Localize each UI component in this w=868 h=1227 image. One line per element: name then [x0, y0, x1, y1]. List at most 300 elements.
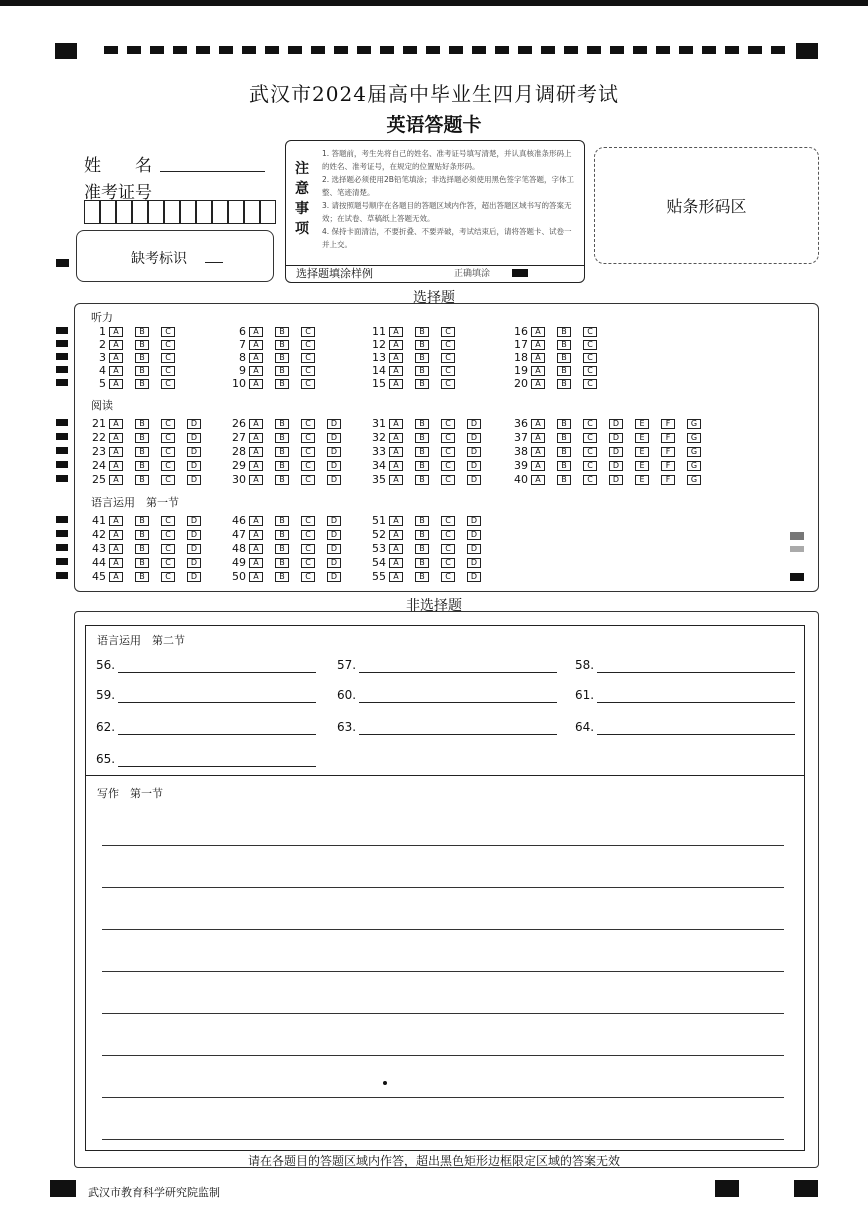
option-c-bubble[interactable]: C — [301, 558, 315, 568]
option-a-bubble[interactable]: A — [249, 366, 263, 376]
question-21 — [86, 418, 213, 430]
option-a-bubble[interactable]: A — [249, 461, 263, 471]
question-29 — [226, 460, 353, 472]
option-c-bubble[interactable]: C — [161, 475, 175, 485]
blank-answer-line[interactable] — [597, 734, 795, 735]
timing-mark — [265, 46, 279, 54]
option-d-bubble[interactable]: D — [187, 558, 201, 568]
option-b-bubble[interactable]: B — [135, 544, 149, 554]
option-b-bubble[interactable]: B — [275, 475, 289, 485]
option-a-bubble[interactable]: A — [109, 366, 123, 376]
option-c-bubble[interactable]: C — [161, 530, 175, 540]
option-e-bubble[interactable]: E — [635, 447, 649, 457]
option-a-bubble[interactable]: A — [109, 419, 123, 429]
option-b-bubble[interactable]: B — [275, 340, 289, 350]
option-b-bubble[interactable]: B — [135, 340, 149, 350]
question-number: 32 — [372, 431, 386, 444]
option-b-bubble[interactable]: B — [415, 419, 429, 429]
option-c-bubble[interactable]: C — [441, 433, 455, 443]
id-digit-box[interactable] — [84, 200, 100, 224]
option-b-bubble[interactable]: B — [135, 379, 149, 389]
option-b-bubble[interactable]: B — [557, 447, 571, 457]
option-d-bubble[interactable]: D — [327, 516, 341, 526]
option-b-bubble[interactable]: B — [135, 433, 149, 443]
option-b-bubble[interactable]: B — [557, 379, 571, 389]
notice-item: 2. 选择题必须使用2B铅笔填涂；非选择题必须使用黑色签字笔答题，字体工整、笔迹清楚。 — [322, 175, 574, 197]
option-c-bubble[interactable]: C — [161, 544, 175, 554]
option-b-bubble[interactable]: B — [135, 516, 149, 526]
option-a-bubble[interactable]: A — [531, 379, 545, 389]
option-a-bubble[interactable]: A — [389, 327, 403, 337]
option-g-bubble[interactable]: G — [687, 461, 701, 471]
id-digit-box[interactable] — [132, 200, 148, 224]
option-c-bubble[interactable]: C — [301, 516, 315, 526]
option-b-bubble[interactable]: B — [275, 558, 289, 568]
option-b-bubble[interactable]: B — [135, 419, 149, 429]
option-a-bubble[interactable]: A — [109, 327, 123, 337]
option-d-bubble[interactable]: D — [187, 516, 201, 526]
id-digit-box[interactable] — [180, 200, 196, 224]
option-b-bubble[interactable]: B — [415, 327, 429, 337]
id-digit-box[interactable] — [244, 200, 260, 224]
option-a-bubble[interactable]: A — [531, 433, 545, 443]
option-c-bubble[interactable]: C — [583, 419, 597, 429]
option-g-bubble[interactable]: G — [687, 433, 701, 443]
option-a-bubble[interactable]: A — [531, 327, 545, 337]
option-a-bubble[interactable]: A — [389, 419, 403, 429]
option-a-bubble[interactable]: A — [109, 340, 123, 350]
option-d-bubble[interactable]: D — [467, 516, 481, 526]
option-c-bubble[interactable]: C — [441, 516, 455, 526]
option-a-bubble[interactable]: A — [249, 433, 263, 443]
option-a-bubble[interactable]: A — [389, 447, 403, 457]
option-c-bubble[interactable]: C — [301, 433, 315, 443]
option-c-bubble[interactable]: C — [441, 572, 455, 582]
option-c-bubble[interactable]: C — [161, 572, 175, 582]
question-number: 36 — [514, 417, 528, 430]
timing-mark — [403, 46, 417, 54]
option-c-bubble[interactable]: C — [161, 558, 175, 568]
option-b-bubble[interactable]: B — [557, 433, 571, 443]
option-c-bubble[interactable]: C — [161, 366, 175, 376]
option-b-bubble[interactable]: B — [135, 475, 149, 485]
option-d-bubble[interactable]: D — [187, 475, 201, 485]
option-c-bubble[interactable]: C — [161, 433, 175, 443]
question-4 — [86, 365, 187, 377]
option-a-bubble[interactable]: A — [389, 366, 403, 376]
option-a-bubble[interactable]: A — [531, 475, 545, 485]
option-c-bubble[interactable]: C — [583, 366, 597, 376]
option-b-bubble[interactable]: B — [135, 353, 149, 363]
option-d-bubble[interactable]: D — [467, 433, 481, 443]
question-number: 23 — [92, 445, 106, 458]
question-number: 44 — [92, 556, 106, 569]
option-a-bubble[interactable]: A — [389, 516, 403, 526]
option-d-bubble[interactable]: D — [327, 530, 341, 540]
timing-mark — [610, 46, 624, 54]
side-timing-mark — [56, 327, 68, 334]
option-c-bubble[interactable]: C — [583, 461, 597, 471]
option-a-bubble[interactable]: A — [249, 379, 263, 389]
option-a-bubble[interactable]: A — [389, 572, 403, 582]
option-a-bubble[interactable]: A — [249, 419, 263, 429]
question-52 — [366, 529, 493, 541]
corner-mark-bottom-left — [50, 1180, 76, 1197]
option-c-bubble[interactable]: C — [441, 353, 455, 363]
option-a-bubble[interactable]: A — [109, 558, 123, 568]
id-digit-box[interactable] — [148, 200, 164, 224]
option-d-bubble[interactable]: D — [187, 433, 201, 443]
option-d-bubble[interactable]: D — [327, 461, 341, 471]
question-number: 51 — [372, 514, 386, 527]
option-a-bubble[interactable]: A — [249, 340, 263, 350]
option-c-bubble[interactable]: C — [441, 461, 455, 471]
option-e-bubble[interactable]: E — [635, 461, 649, 471]
question-50 — [226, 571, 353, 583]
option-d-bubble[interactable]: D — [467, 447, 481, 457]
option-d-bubble[interactable]: D — [467, 419, 481, 429]
question-number: 18 — [514, 351, 528, 364]
option-g-bubble[interactable]: G — [687, 475, 701, 485]
question-47 — [226, 529, 353, 541]
option-a-bubble[interactable]: A — [109, 433, 123, 443]
question-8 — [226, 352, 327, 364]
option-e-bubble[interactable]: E — [635, 433, 649, 443]
option-b-bubble[interactable]: B — [135, 530, 149, 540]
option-a-bubble[interactable]: A — [389, 340, 403, 350]
writing-line[interactable] — [102, 929, 784, 930]
option-a-bubble[interactable]: A — [109, 461, 123, 471]
option-c-bubble[interactable]: C — [301, 475, 315, 485]
option-c-bubble[interactable]: C — [441, 558, 455, 568]
option-d-bubble[interactable]: D — [609, 447, 623, 457]
option-d-bubble[interactable]: D — [187, 447, 201, 457]
blank-number: 58. — [575, 658, 595, 672]
option-d-bubble[interactable]: D — [467, 558, 481, 568]
blank-answer-line[interactable] — [359, 702, 557, 703]
option-c-bubble[interactable]: C — [301, 340, 315, 350]
option-c-bubble[interactable]: C — [583, 353, 597, 363]
option-b-bubble[interactable]: B — [415, 353, 429, 363]
option-c-bubble[interactable]: C — [161, 340, 175, 350]
writing-line[interactable] — [102, 1055, 784, 1056]
option-c-bubble[interactable]: C — [441, 447, 455, 457]
option-a-bubble[interactable]: A — [109, 544, 123, 554]
option-a-bubble[interactable]: A — [389, 544, 403, 554]
option-f-bubble[interactable]: F — [661, 419, 675, 429]
option-d-bubble[interactable]: D — [467, 475, 481, 485]
option-a-bubble[interactable]: A — [249, 516, 263, 526]
id-digit-box[interactable] — [212, 200, 228, 224]
question-48 — [226, 543, 353, 555]
option-b-bubble[interactable]: B — [557, 461, 571, 471]
option-c-bubble[interactable]: C — [441, 366, 455, 376]
option-c-bubble[interactable]: C — [301, 379, 315, 389]
option-c-bubble[interactable]: C — [583, 327, 597, 337]
question-number: 26 — [232, 417, 246, 430]
option-d-bubble[interactable]: D — [467, 544, 481, 554]
option-a-bubble[interactable]: A — [109, 572, 123, 582]
side-timing-mark — [56, 419, 68, 426]
corner-mark-bottom-right — [794, 1180, 818, 1197]
option-a-bubble[interactable]: A — [389, 475, 403, 485]
id-digit-box[interactable] — [116, 200, 132, 224]
option-a-bubble[interactable]: A — [249, 475, 263, 485]
option-c-bubble[interactable]: C — [161, 327, 175, 337]
option-a-bubble[interactable]: A — [531, 353, 545, 363]
notice-heading: 注 意 事 项 — [295, 161, 309, 237]
question-49 — [226, 557, 353, 569]
blank-answer-line[interactable] — [118, 702, 316, 703]
option-f-bubble[interactable]: F — [661, 461, 675, 471]
option-b-bubble[interactable]: B — [415, 340, 429, 350]
option-b-bubble[interactable]: B — [135, 327, 149, 337]
option-b-bubble[interactable]: B — [415, 558, 429, 568]
option-c-bubble[interactable]: C — [161, 419, 175, 429]
question-number: 40 — [514, 473, 528, 486]
option-b-bubble[interactable]: B — [275, 530, 289, 540]
id-digit-box[interactable] — [164, 200, 180, 224]
option-d-bubble[interactable]: D — [187, 461, 201, 471]
option-d-bubble[interactable]: D — [187, 572, 201, 582]
option-c-bubble[interactable]: C — [583, 433, 597, 443]
option-b-bubble[interactable]: B — [275, 366, 289, 376]
option-d-bubble[interactable]: D — [609, 419, 623, 429]
option-b-bubble[interactable]: B — [415, 516, 429, 526]
option-e-bubble[interactable]: E — [635, 419, 649, 429]
option-d-bubble[interactable]: D — [327, 447, 341, 457]
option-c-bubble[interactable]: C — [301, 461, 315, 471]
option-f-bubble[interactable]: F — [661, 475, 675, 485]
blank-answer-line[interactable] — [359, 672, 557, 673]
option-c-bubble[interactable]: C — [583, 340, 597, 350]
option-b-bubble[interactable]: B — [135, 447, 149, 457]
absent-label: 缺考标识 — [131, 251, 187, 267]
question-number: 11 — [372, 325, 386, 338]
question-number: 43 — [92, 542, 106, 555]
option-a-bubble[interactable]: A — [249, 353, 263, 363]
option-c-bubble[interactable]: C — [161, 516, 175, 526]
option-c-bubble[interactable]: C — [583, 379, 597, 389]
option-b-bubble[interactable]: B — [415, 530, 429, 540]
option-e-bubble[interactable]: E — [635, 475, 649, 485]
option-a-bubble[interactable]: A — [531, 447, 545, 457]
option-b-bubble[interactable]: B — [275, 447, 289, 457]
option-b-bubble[interactable]: B — [557, 419, 571, 429]
id-digit-box[interactable] — [260, 200, 276, 224]
option-c-bubble[interactable]: C — [441, 379, 455, 389]
writing-line[interactable] — [102, 1139, 784, 1140]
option-c-bubble[interactable]: C — [161, 379, 175, 389]
option-b-bubble[interactable]: B — [135, 461, 149, 471]
notice-item: 3. 请按照题号顺序在各题目的答题区域内作答，超出答题区域书写的答案无效；在试卷、草稿纸上答题无效。 — [322, 201, 572, 223]
option-b-bubble[interactable]: B — [557, 340, 571, 350]
option-b-bubble[interactable]: B — [135, 366, 149, 376]
option-b-bubble[interactable]: B — [275, 572, 289, 582]
option-c-bubble[interactable]: C — [301, 419, 315, 429]
option-g-bubble[interactable]: G — [687, 419, 701, 429]
option-c-bubble[interactable]: C — [441, 340, 455, 350]
option-a-bubble[interactable]: A — [389, 379, 403, 389]
option-d-bubble[interactable]: D — [327, 475, 341, 485]
option-c-bubble[interactable]: C — [301, 327, 315, 337]
question-41 — [86, 515, 213, 527]
question-number: 38 — [514, 445, 528, 458]
option-d-bubble[interactable]: D — [187, 419, 201, 429]
option-d-bubble[interactable]: D — [467, 572, 481, 582]
blank-answer-line[interactable] — [359, 734, 557, 735]
option-a-bubble[interactable]: A — [249, 530, 263, 540]
option-b-bubble[interactable]: B — [135, 558, 149, 568]
option-a-bubble[interactable]: A — [249, 544, 263, 554]
option-d-bubble[interactable]: D — [327, 419, 341, 429]
blank-number: 60. — [337, 688, 357, 702]
question-31 — [366, 418, 493, 430]
question-35 — [366, 474, 493, 486]
exam-title: 武汉市2024届高中毕业生四月调研考试 — [249, 82, 619, 106]
id-digit-box[interactable] — [196, 200, 212, 224]
option-a-bubble[interactable]: A — [109, 379, 123, 389]
question-7 — [226, 339, 327, 351]
option-b-bubble[interactable]: B — [275, 461, 289, 471]
option-a-bubble[interactable]: A — [249, 447, 263, 457]
option-a-bubble[interactable]: A — [389, 558, 403, 568]
option-b-bubble[interactable]: B — [415, 433, 429, 443]
option-a-bubble[interactable]: A — [389, 461, 403, 471]
question-36 — [508, 418, 713, 430]
name-field-line[interactable] — [160, 171, 265, 172]
option-a-bubble[interactable]: A — [249, 327, 263, 337]
option-a-bubble[interactable]: A — [249, 572, 263, 582]
question-number: 8 — [239, 351, 246, 364]
option-c-bubble[interactable]: C — [441, 544, 455, 554]
option-g-bubble[interactable]: G — [687, 447, 701, 457]
listening-label: 听力 — [91, 311, 113, 324]
blank-answer-line[interactable] — [597, 702, 795, 703]
option-b-bubble[interactable]: B — [275, 516, 289, 526]
writing-line[interactable] — [102, 887, 784, 888]
option-f-bubble[interactable]: F — [661, 447, 675, 457]
gray-mark-1 — [790, 532, 804, 540]
option-b-bubble[interactable]: B — [415, 379, 429, 389]
option-b-bubble[interactable]: B — [415, 461, 429, 471]
writing-line[interactable] — [102, 845, 784, 846]
option-d-bubble[interactable]: D — [327, 433, 341, 443]
blank-answer-line[interactable] — [118, 766, 316, 767]
option-d-bubble[interactable]: D — [327, 558, 341, 568]
option-d-bubble[interactable]: D — [609, 475, 623, 485]
blank-answer-line[interactable] — [118, 672, 316, 673]
option-a-bubble[interactable]: A — [109, 353, 123, 363]
option-c-bubble[interactable]: C — [441, 530, 455, 540]
option-d-bubble[interactable]: D — [467, 530, 481, 540]
option-d-bubble[interactable]: D — [327, 572, 341, 582]
option-c-bubble[interactable]: C — [301, 366, 315, 376]
question-number: 19 — [514, 364, 528, 377]
option-b-bubble[interactable]: B — [415, 366, 429, 376]
question-5 — [86, 378, 187, 390]
option-c-bubble[interactable]: C — [161, 353, 175, 363]
option-b-bubble[interactable]: B — [275, 379, 289, 389]
option-d-bubble[interactable]: D — [609, 433, 623, 443]
nonchoice-section-title: 非选择题 — [406, 598, 462, 614]
option-a-bubble[interactable]: A — [531, 340, 545, 350]
id-digit-box[interactable] — [228, 200, 244, 224]
option-c-bubble[interactable]: C — [583, 447, 597, 457]
question-number: 3 — [99, 351, 106, 364]
blank-answer-line[interactable] — [118, 734, 316, 735]
option-a-bubble[interactable]: A — [109, 530, 123, 540]
option-b-bubble[interactable]: B — [557, 353, 571, 363]
option-a-bubble[interactable]: A — [109, 475, 123, 485]
option-b-bubble[interactable]: B — [557, 327, 571, 337]
option-a-bubble[interactable]: A — [249, 558, 263, 568]
option-b-bubble[interactable]: B — [557, 475, 571, 485]
option-d-bubble[interactable]: D — [187, 544, 201, 554]
option-c-bubble[interactable]: C — [441, 419, 455, 429]
option-a-bubble[interactable]: A — [531, 366, 545, 376]
option-a-bubble[interactable]: A — [109, 447, 123, 457]
id-digit-box[interactable] — [100, 200, 116, 224]
option-c-bubble[interactable]: C — [161, 461, 175, 471]
option-f-bubble[interactable]: F — [661, 433, 675, 443]
blank-answer-line[interactable] — [597, 672, 795, 673]
option-c-bubble[interactable]: C — [161, 447, 175, 457]
option-a-bubble[interactable]: A — [389, 353, 403, 363]
option-b-bubble[interactable]: B — [275, 419, 289, 429]
option-c-bubble[interactable]: C — [301, 572, 315, 582]
writing-line[interactable] — [102, 1097, 784, 1098]
question-number: 7 — [239, 338, 246, 351]
option-d-bubble[interactable]: D — [187, 530, 201, 540]
option-a-bubble[interactable]: A — [109, 516, 123, 526]
question-6 — [226, 326, 327, 338]
option-c-bubble[interactable]: C — [301, 530, 315, 540]
option-a-bubble[interactable]: A — [389, 530, 403, 540]
timing-mark — [679, 46, 693, 54]
option-b-bubble[interactable]: B — [415, 475, 429, 485]
question-24 — [86, 460, 213, 472]
writing-line[interactable] — [102, 971, 784, 972]
option-b-bubble[interactable]: B — [415, 447, 429, 457]
side-timing-mark — [56, 340, 68, 347]
option-a-bubble[interactable]: A — [531, 461, 545, 471]
option-b-bubble[interactable]: B — [275, 353, 289, 363]
option-d-bubble[interactable]: D — [609, 461, 623, 471]
option-d-bubble[interactable]: D — [327, 544, 341, 554]
option-c-bubble[interactable]: C — [441, 475, 455, 485]
option-b-bubble[interactable]: B — [415, 572, 429, 582]
option-c-bubble[interactable]: C — [301, 447, 315, 457]
question-number: 47 — [232, 528, 246, 541]
option-c-bubble[interactable]: C — [301, 353, 315, 363]
question-number: 42 — [92, 528, 106, 541]
option-b-bubble[interactable]: B — [415, 544, 429, 554]
option-a-bubble[interactable]: A — [389, 433, 403, 443]
option-b-bubble[interactable]: B — [275, 433, 289, 443]
option-c-bubble[interactable]: C — [441, 327, 455, 337]
option-b-bubble[interactable]: B — [275, 544, 289, 554]
option-c-bubble[interactable]: C — [583, 475, 597, 485]
option-b-bubble[interactable]: B — [275, 327, 289, 337]
option-b-bubble[interactable]: B — [135, 572, 149, 582]
option-b-bubble[interactable]: B — [557, 366, 571, 376]
option-a-bubble[interactable]: A — [531, 419, 545, 429]
option-d-bubble[interactable]: D — [467, 461, 481, 471]
option-c-bubble[interactable]: C — [301, 544, 315, 554]
absent-mark-slot[interactable] — [205, 262, 223, 263]
writing-line[interactable] — [102, 1013, 784, 1014]
